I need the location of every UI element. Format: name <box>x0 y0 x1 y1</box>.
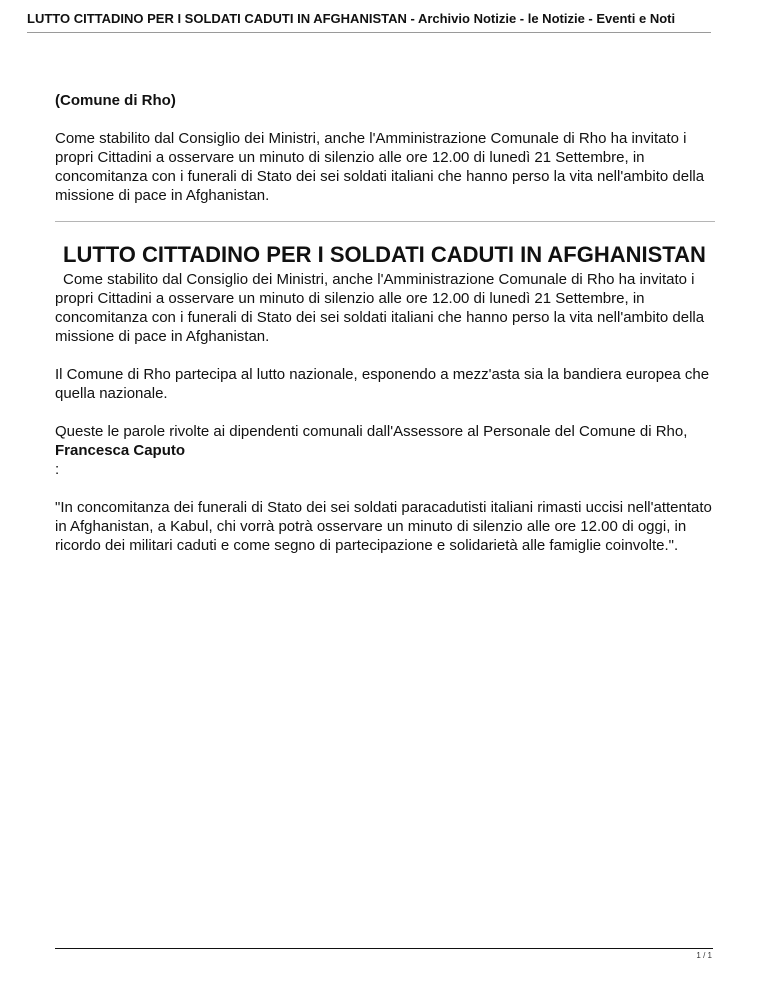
article-body-third <box>55 422 715 479</box>
article-quote: "In concomitanza dei funerali di Stato dei sei soldati paracadutisti italiani rimasti uccisi nell'attentato in Afghanistan, a Kabul, chi vorrà potrà osservare un minuto di silenzio alle ore 12.00 di oggi, in ricordo dei militari caduti e come segno di partecipazione e solidarietà alle famiglie coinvolte.". <box>55 499 712 554</box>
article-body-second: Il Comune di Rho partecipa al lutto nazionale, esponendo a mezz'asta sia la bandiera europea che quella nazionale. <box>55 366 710 402</box>
article-title <box>55 242 715 267</box>
colon-line: : <box>55 461 60 478</box>
page-header-title: LUTTO CITTADINO PER I SOLDATI CADUTI IN AFGHANISTAN - Archivio Notizie - le Notizie - Eventi e Noti <box>27 11 676 26</box>
article-content <box>55 91 715 555</box>
footer-divider <box>55 948 713 949</box>
article-body-third-text: Queste le parole rivolte ai dipendenti comunali dall'Assessore al Personale del Comune di Rho, <box>55 423 688 440</box>
article-body-first-text: Come stabilito dal Consiglio dei Ministri, anche l'Amministrazione Comunale di Rho ha invitato i propri Cittadini a osservare un minuto di silenzio alle ore 12.00 di lunedì 21 Settembre, in concomitanza con i funerali di Stato dei sei soldati italiani che hanno perso la vita nell'ambito della missione di pace in Afghanistan. <box>55 271 705 345</box>
section-divider <box>55 221 715 222</box>
article-title-text: LUTTO CITTADINO PER I SOLDATI CADUTI IN AFGHANISTAN <box>63 242 706 267</box>
header-divider <box>27 32 711 33</box>
page-number: 1 / 1 <box>696 951 712 960</box>
article-source: (Comune di Rho) <box>55 92 176 109</box>
person-name: Francesca Caputo <box>55 442 186 459</box>
article-body-first <box>55 270 715 346</box>
article-intro: Come stabilito dal Consiglio dei Ministri, anche l'Amministrazione Comunale di Rho ha invitato i propri Cittadini a osservare un minuto di silenzio alle ore 12.00 di lunedì 21 Settembre, in concomitanza con i funerali di Stato dei sei soldati italiani che hanno perso la vita nell'ambito della missione di pace in Afghanistan. <box>55 130 705 204</box>
